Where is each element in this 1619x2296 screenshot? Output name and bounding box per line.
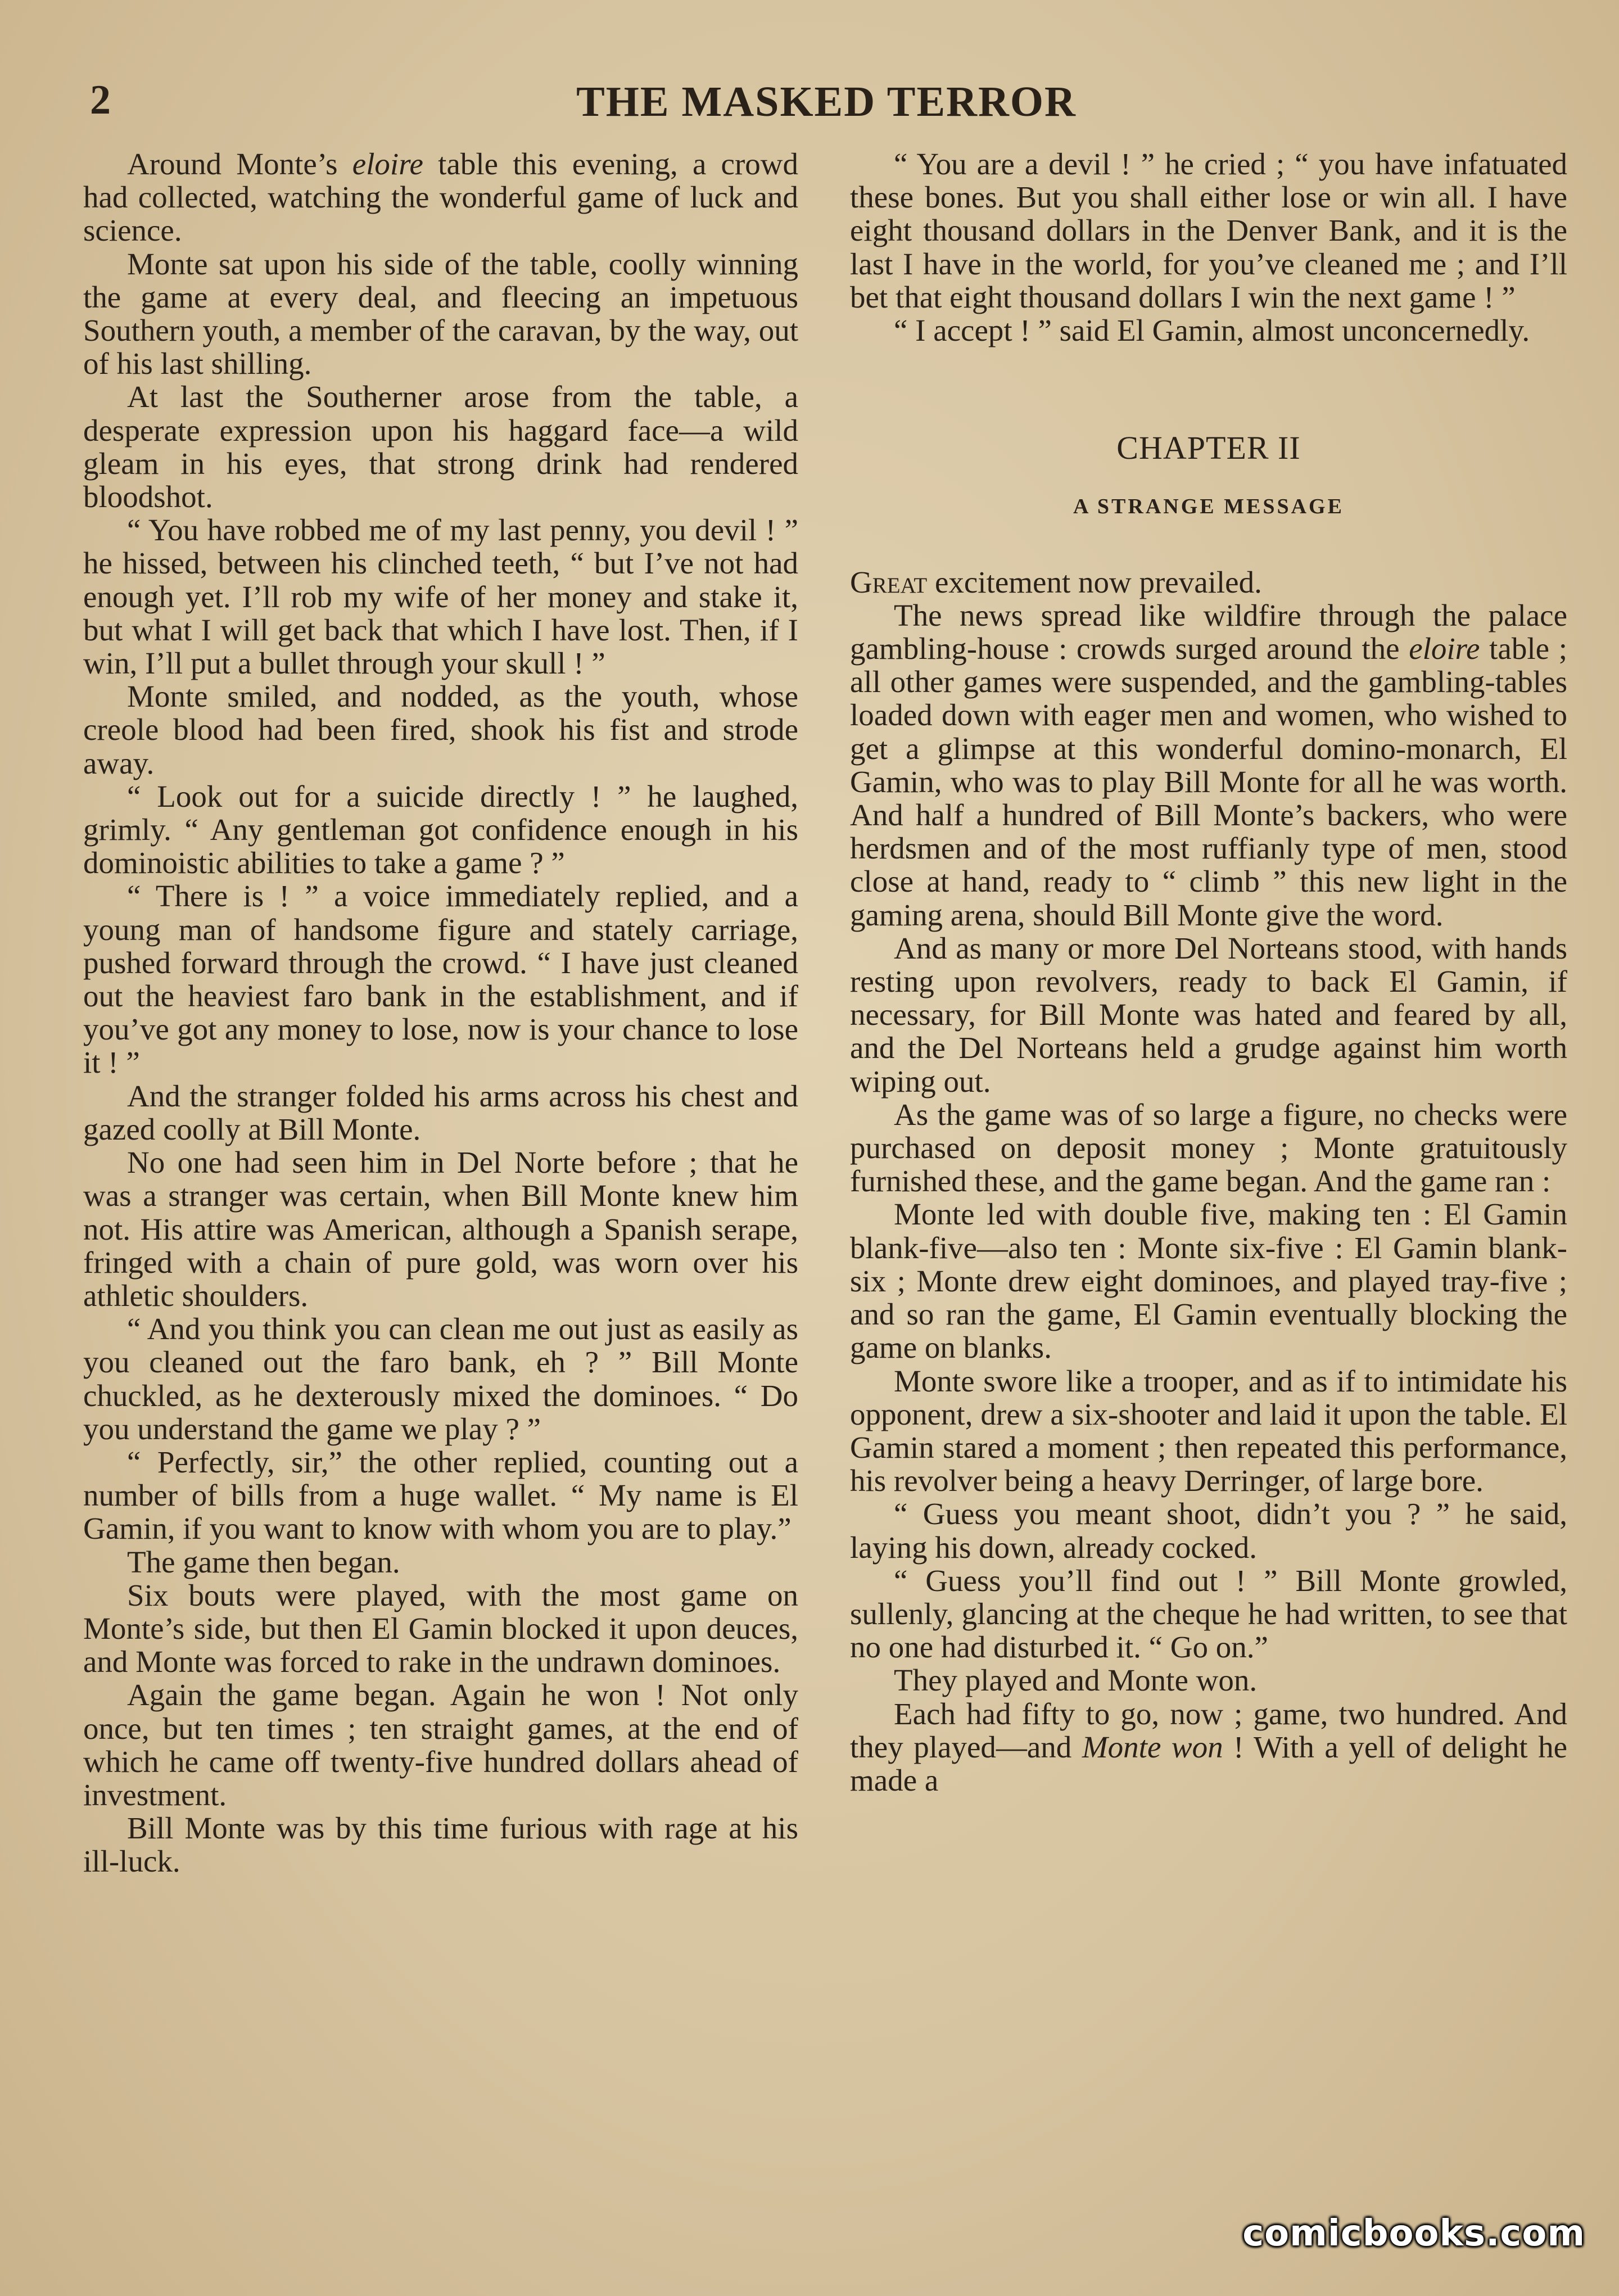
- paragraph-text: Monte sat upon his side of the table, coolly winning the game at every deal, and fleecing an impetuous Southern youth, a member of the caravan, by the way, out of his last shilling.: [83, 246, 798, 381]
- paragraph-text: “ Guess you meant shoot, didn’t you ? ” he said, laying his down, already cocked.: [850, 1497, 1567, 1565]
- paragraph: [83, 1678, 798, 1811]
- running-title: THE MASKED TERROR: [576, 78, 1077, 125]
- paragraph: [83, 1811, 798, 1878]
- paragraph: [83, 780, 798, 880]
- paragraph-text: “ Perfectly, sir,” the other replied, counting out a number of bills from a huge wallet. “ My name is El Gamin, if you want to know with whom you are to play.”: [83, 1444, 798, 1546]
- paragraph-text: “ There is ! ” a voice immediately replied, and a young man of handsome figure and stately carriage, pushed forward through the crowd. “ I have just cleaned out the heaviest faro bank in the establishment, and if you’ve got any money to lose, now is your chance to lose it ! ”: [83, 879, 798, 1080]
- page-number: 2: [90, 77, 111, 123]
- watermark: comicbooks.com: [1242, 2213, 1585, 2254]
- paragraph-text: table this evening, a crowd had collected, watching the wonderful game of luck and science.: [83, 147, 799, 248]
- paragraph: [83, 680, 798, 780]
- italic-text: eloire: [1409, 631, 1480, 666]
- paragraph-text: “ And you think you can clean me out just as easily as you cleaned out the faro bank, eh ? ” Bill Monte chuckled, as he dexterously mixed the dominoes. “ Do you understand the game we play ? ”: [83, 1312, 798, 1446]
- paragraph: [850, 147, 1567, 314]
- right-text-column: [850, 147, 1567, 1797]
- paragraph: [850, 1564, 1567, 1664]
- paragraph-text: Each had fifty to go, now ; game, two hundred. And they played—and: [850, 1696, 1567, 1764]
- paragraph-text: Around Monte’s: [127, 147, 352, 181]
- right-column-top-paragraphs: [850, 147, 1567, 347]
- paragraph-text: The news spread like wildfire through the palace gambling-house : crowds surged around the: [850, 598, 1567, 666]
- paragraph: [850, 566, 1567, 599]
- paragraph: [850, 314, 1567, 347]
- paragraph-text: Monte swore like a trooper, and as if to intimidate his opponent, drew a six-shooter and laid it upon the table. El Gamin stared a moment ; then repeated this performance, his revolver being a heavy Derringer, of large bore.: [850, 1363, 1567, 1498]
- paragraph-text: Again the game began. Again he won ! Not only once, but ten times ; ten straight games, at the end of which he came off twenty-five hundred dollars ahead of investment.: [83, 1678, 798, 1812]
- chapter-subtitle: A STRANGE MESSAGE: [1073, 495, 1344, 519]
- paragraph: [850, 1098, 1567, 1198]
- paragraph: [83, 1146, 798, 1312]
- italic-text: eloire: [352, 147, 423, 181]
- paragraph: [83, 247, 798, 381]
- paragraph: [83, 1545, 798, 1579]
- right-column-bottom-paragraphs: [850, 566, 1567, 1797]
- paragraph: [83, 1579, 798, 1679]
- paragraph: [850, 1364, 1567, 1498]
- paragraph-text: table ; all other games were suspended, and the gambling-tables loaded down with eager men and women, who wished to get a glimpse at this wonderful domino-monarch, El Gamin, who was to play Bill Monte for all he was worth. And half a hundred of Bill Monte’s backers, who were herdsmen and of the most ruffianly type of men, stood close at hand, ready to “ climb ” this new light in the gaming arena, should Bill Monte give the word.: [850, 631, 1567, 932]
- paragraph: [850, 1664, 1567, 1697]
- italic-text: Monte won: [1082, 1729, 1223, 1764]
- paragraph: [83, 380, 798, 513]
- paragraph: [83, 513, 798, 680]
- paragraph-text: “ Look out for a suicide directly ! ” he laughed, grimly. “ Any gentleman got confidence enough in his dominoistic abilities to take a game ? ”: [83, 779, 798, 880]
- paragraph: [850, 1497, 1567, 1563]
- paragraph-text: As the game was of so large a figure, no checks were purchased on deposit money ; Monte gratuitously furnished these, and the game began. And the game ran :: [850, 1097, 1567, 1199]
- paragraph-text: And the stranger folded his arms across his chest and gazed coolly at Bill Monte.: [83, 1078, 798, 1146]
- paragraph: [83, 1445, 798, 1545]
- paragraph-text: excitement now prevailed.: [927, 564, 1262, 599]
- paragraph: [83, 879, 798, 1079]
- paragraph: [850, 932, 1567, 1098]
- paragraph: [83, 147, 798, 247]
- paragraph-text: Monte smiled, and nodded, as the youth, whose creole blood had been fired, shook his fist and strode away.: [83, 679, 798, 780]
- paragraph: [850, 1697, 1567, 1797]
- paragraph-text: “ Guess you’ll find out ! ” Bill Monte growled, sullenly, glancing at the cheque he had written, to see that no one had disturbed it. “ Go on.”: [850, 1563, 1567, 1665]
- paragraph-text: ! With a yell of delight he made a: [850, 1729, 1567, 1797]
- paragraph-text: Six bouts were played, with the most game on Monte’s side, but then El Gamin blocked it upon deuces, and Monte was forced to rake in the undrawn dominoes.: [83, 1578, 798, 1679]
- paragraph-text: “ You have robbed me of my last penny, you devil ! ” he hissed, between his clinched teeth, “ but I’ve not had enough yet. I’ll rob my wife of her money and stake it, but what I will get back that which I have lost. Then, if I win, I’ll put a bullet through your skull ! ”: [83, 513, 798, 681]
- paragraph-text: The game then began.: [127, 1544, 400, 1579]
- left-text-column: [83, 147, 798, 1878]
- paragraph-text: They played and Monte won.: [894, 1663, 1258, 1698]
- chapter-heading: CHAPTER II: [1116, 430, 1301, 467]
- small-caps-text: Great: [850, 564, 928, 599]
- page-header: [84, 72, 1568, 134]
- paragraph: [83, 1079, 798, 1146]
- paragraph-text: And as many or more Del Norteans stood, with hands resting upon revolvers, ready to back El Gamin, if necessary, for Bill Monte was hated and feared by all, and the Del Norteans held a grudge against him worth wiping out.: [850, 930, 1567, 1099]
- paragraph-text: Bill Monte was by this time furious with rage at his ill-luck.: [83, 1811, 798, 1879]
- paragraph-text: “ I accept ! ” said El Gamin, almost unconcernedly.: [894, 313, 1530, 348]
- paragraph-text: At last the Southerner arose from the table, a desperate expression upon his haggard face—a wild gleam in his eyes, that strong drink had rendered bloodshot.: [83, 379, 798, 514]
- paragraph: [83, 1312, 798, 1445]
- paragraph-text: Monte led with double five, making ten : El Gamin blank-five—also ten : Monte six-five : El Gamin blank-six ; Monte drew eight dominoes, and played tray-five ; and so ran the game, El Gamin eventually blocking the game on blanks.: [850, 1197, 1567, 1365]
- paragraph-text: No one had seen him in Del Norte before ; that he was a stranger was certain, when Bill Monte knew him not. His attire was American, although a Spanish serape, fringed with a chain of pure gold, was worn over his athletic shoulders.: [83, 1145, 798, 1313]
- paragraph-text: “ You are a devil ! ” he cried ; “ you have infatuated these bones. But you shall either lose or win all. I have eight thousand dollars in the Denver Bank, and it is the last I have in the world, for you’ve cleaned me ; and I’ll bet that eight thousand dollars I win the next game ! ”: [850, 147, 1567, 314]
- paragraph: [850, 1197, 1567, 1364]
- paragraph: [850, 599, 1567, 932]
